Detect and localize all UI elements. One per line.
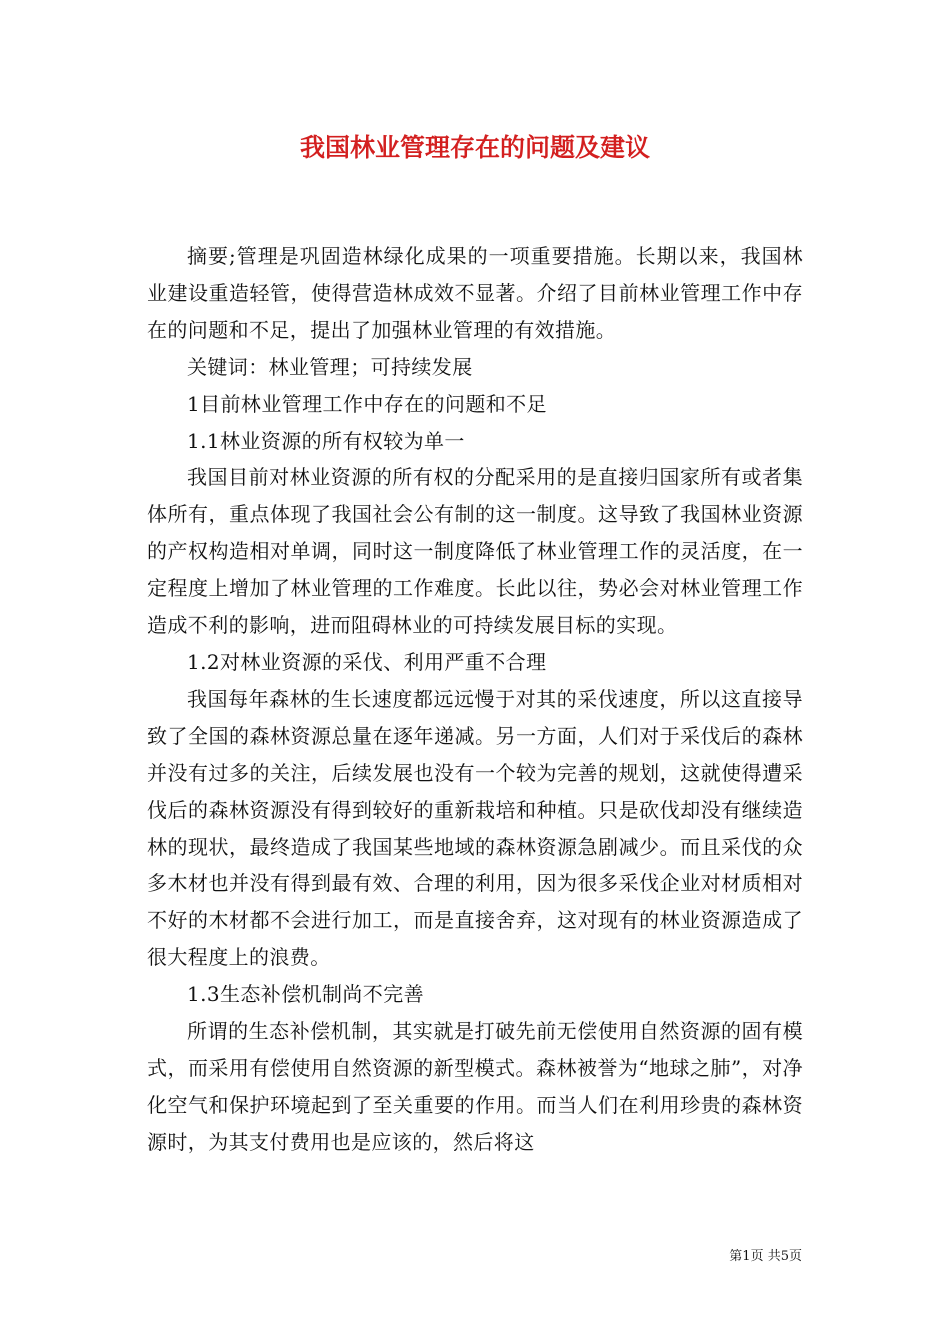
body-paragraph: 所谓的生态补偿机制，其实就是打破先前无偿使用自然资源的固有模式，而采用有偿使用自然资源的新型模式。森林被誉为“地球之肺”，对净化空气和保护环境起到了至关重要的作用。而当人们在利用珍贵的森林资源时，为其支付费用也是应该的，然后将这 [147, 1019, 803, 1154]
page-footer [729, 1248, 802, 1266]
abstract-paragraph: 摘要;管理是巩固造林绿化成果的一项重要措施。长期以来，我国林业建设重造轻管，使得营造林成效不显著。介绍了目前林业管理工作中存在的问题和不足，提出了加强林业管理的有效措施。 [147, 244, 803, 342]
footer-middle: 页 共 [750, 1249, 781, 1264]
footer-current-page: 1 [742, 1249, 751, 1264]
keywords-paragraph: 关键词：林业管理；可持续发展 [187, 354, 473, 379]
section-heading-1: 1目前林业管理工作中存在的问题和不足 [187, 391, 547, 416]
document-body [147, 238, 803, 1161]
document-title: 我国林业管理存在的问题及建议 [299, 133, 650, 162]
footer-total-pages: 5 [780, 1249, 789, 1264]
body-paragraph: 我国目前对林业资源的所有权的分配采用的是直接归国家所有或者集体所有，重点体现了我国社会公有制的这一制度。这导致了我国林业资源的产权构造相对单调，同时这一制度降低了林业管理工作的灵活度，在一定程度上增加了林业管理的工作难度。长此以往，势必会对林业管理工作造成不利的影响，进而阻碍林业的可持续发展目标的实现。 [147, 465, 803, 638]
subsection-heading-1-1: 1.1林业资源的所有权较为单一 [187, 428, 465, 453]
subsection-heading-1-2: 1.2对林业资源的采伐、利用严重不合理 [187, 649, 547, 674]
body-paragraph: 我国每年森林的生长速度都远远慢于对其的采伐速度，所以这直接导致了全国的森林资源总量在逐年递减。另一方面，人们对于采伐后的森林并没有过多的关注，后续发展也没有一个较为完善的规划，这就使得遭采伐后的森林资源没有得到较好的重新栽培和种植。只是砍伐却没有继续造林的现状，最终造成了我国某些地域的森林资源急剧减少。而且采伐的众多木材也并没有得到最有效、合理的利用，因为很多采伐企业对材质相对不好的木材都不会进行加工，而是直接舍弃，这对现有的林业资源造成了很大程度上的浪费。 [147, 686, 803, 970]
footer-prefix: 第 [729, 1249, 743, 1264]
subsection-heading-1-3: 1.3生态补偿机制尚不完善 [187, 982, 425, 1007]
footer-suffix: 页 [788, 1249, 802, 1264]
